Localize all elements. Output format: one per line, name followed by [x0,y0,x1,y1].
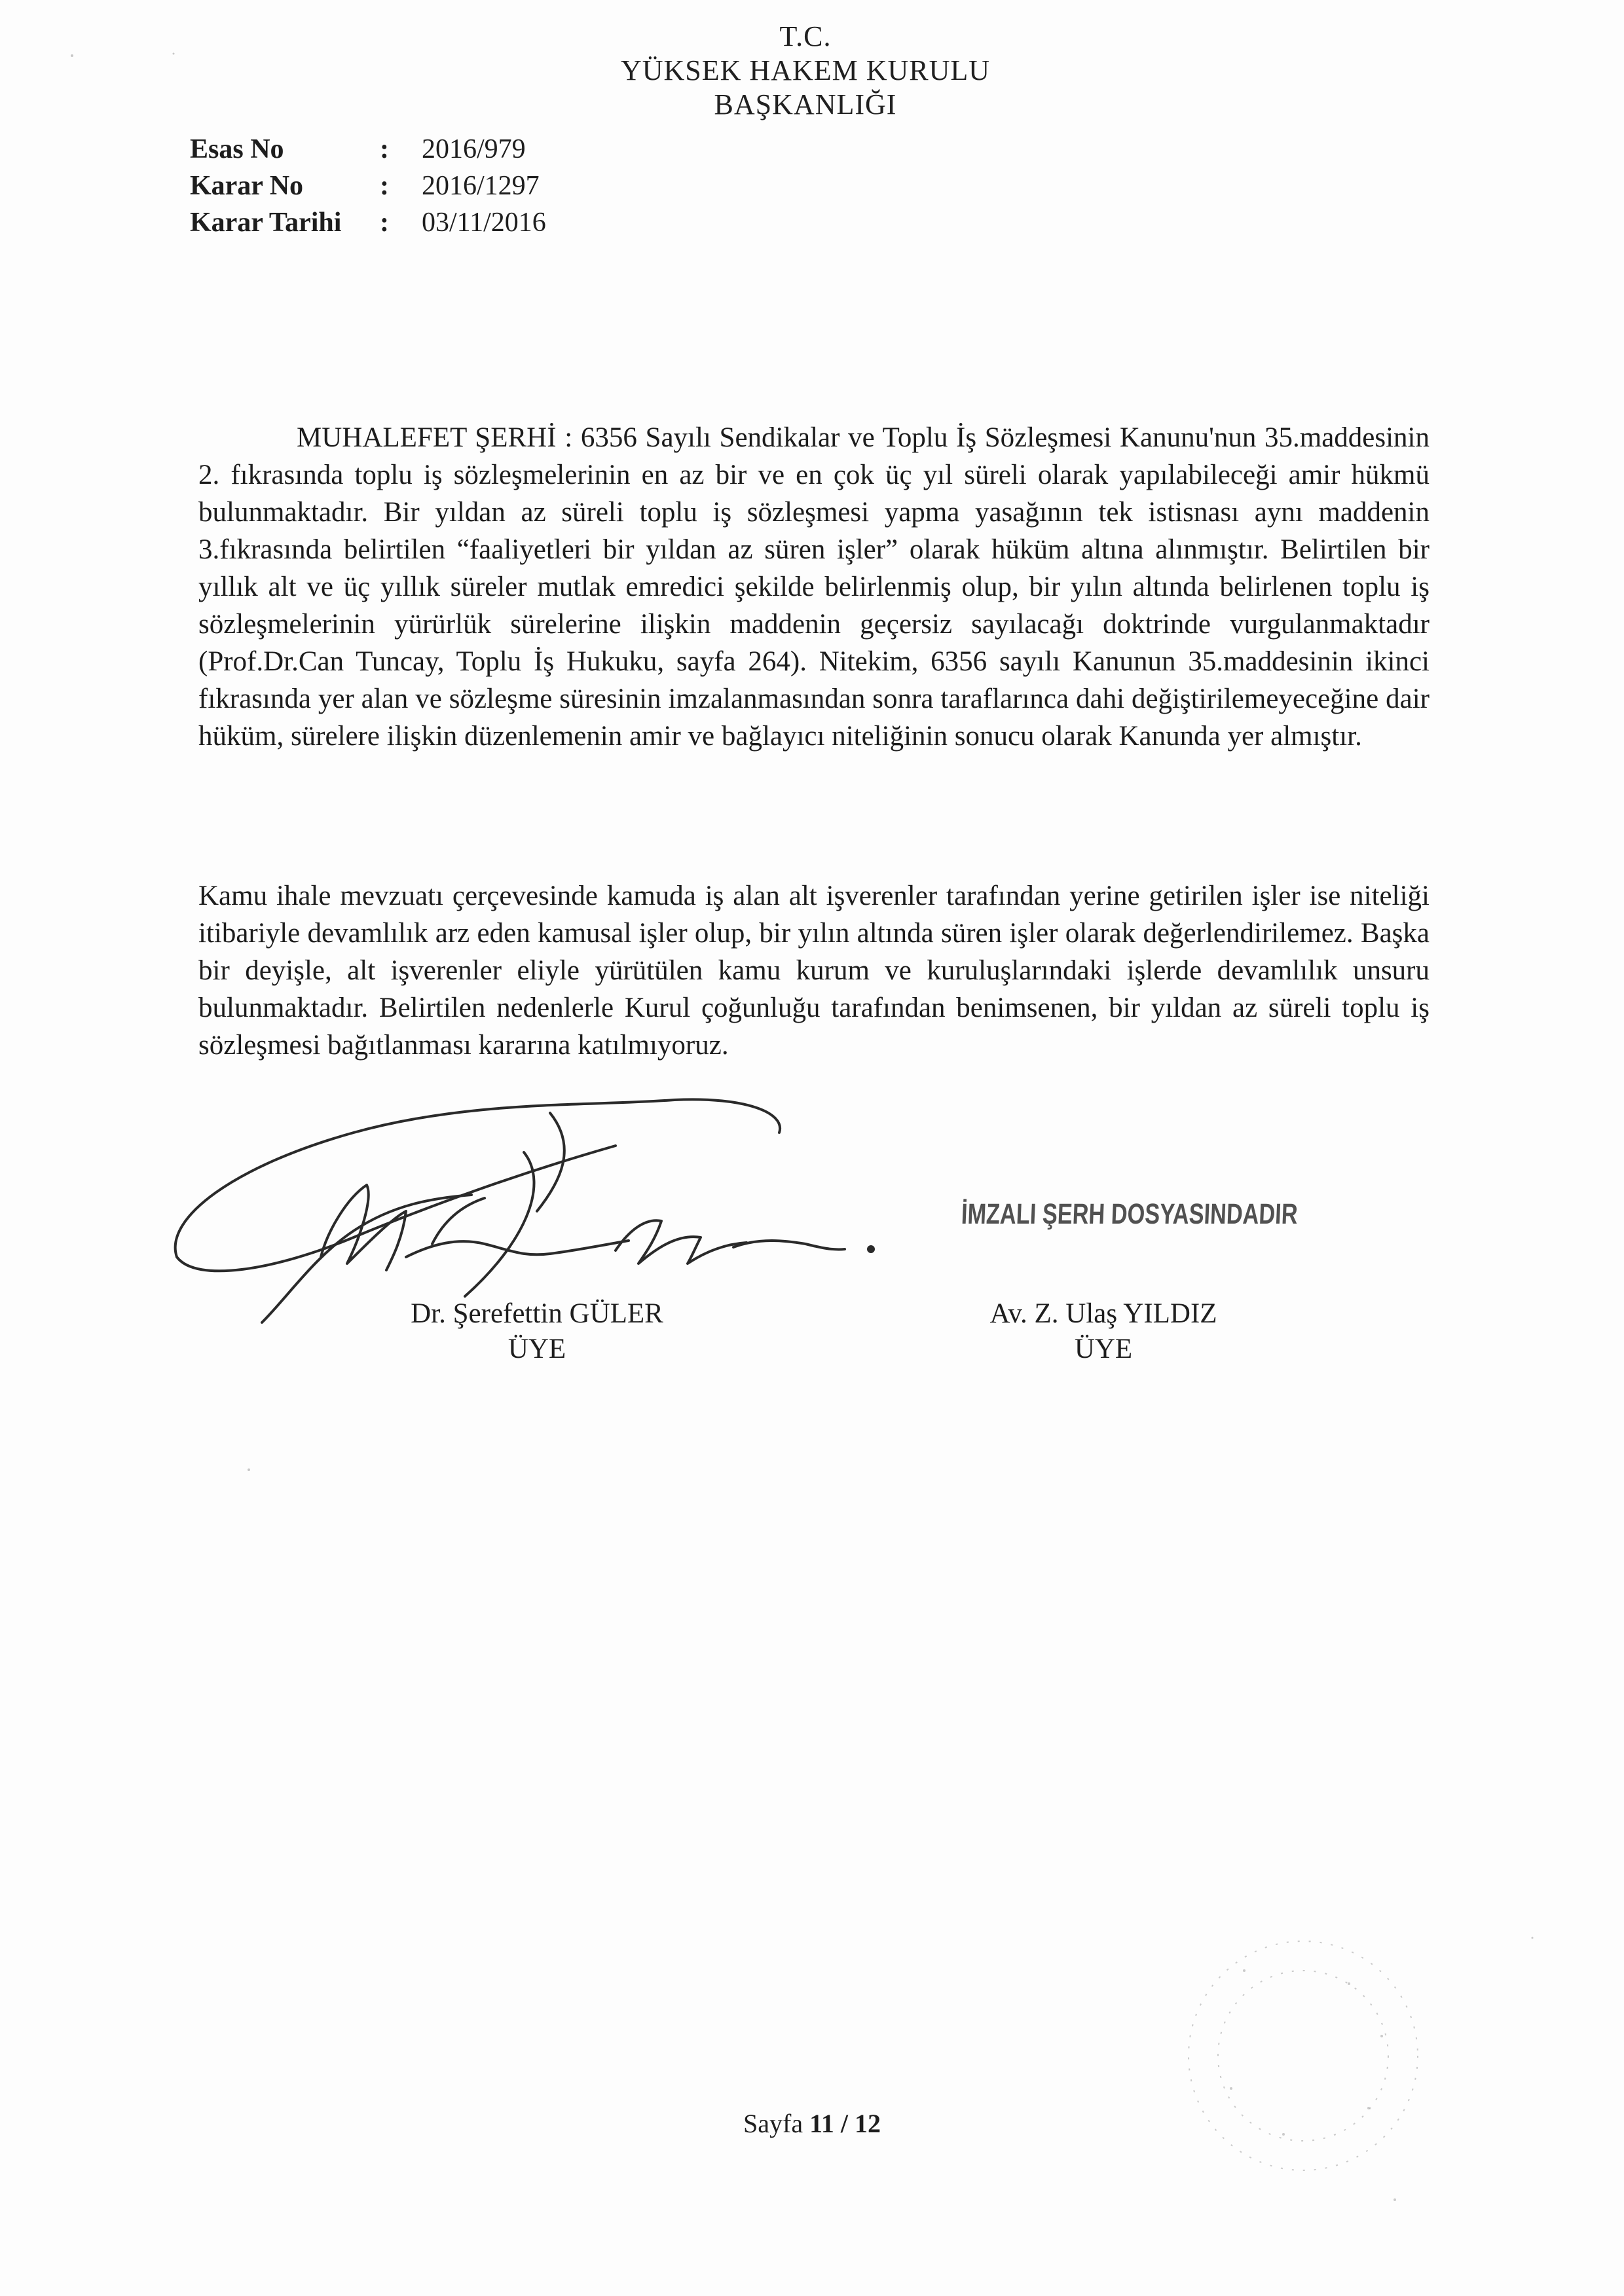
case-row-karar-tarihi [190,204,546,241]
signature-block-right [910,1296,1297,1367]
case-colon: : [380,208,389,238]
page-footer [0,2108,1624,2139]
signatory-role: ÜYE [507,1334,566,1364]
signatory-name: Av. Z. Ulaş YILDIZ [989,1298,1217,1329]
case-value: 2016/1297 [422,171,540,201]
case-row-esas-no [190,131,546,168]
case-label: Esas No [190,134,284,164]
case-label: Karar No [190,171,304,201]
paragraph-1-text: MUHALEFET ŞERHİ : 6356 Sayılı Sendikalar ve Toplu İş Sözleşmesi Kanunu'nun 35.maddesinin 2. fıkrasında toplu iş sözleşmelerinin en az bir ve en çok üç yıl süreli olarak yapılabileceği amir hükmü bulunmaktadır. Bir yıldan az süreli toplu iş sözleşmesi yapma yasağının tek istisnası aynı maddenin 3.fıkrasında belirtilen “faaliyetleri bir yıldan az süren işler” olarak hüküm altına alınmıştır. Belirtilen bir yıllık alt ve üç yıllık süreler mutlak emredici şekilde belirlenmiş olup, bir yılın altında belirlenen toplu iş sözleşmelerinin yürürlük sürelerine ilişkin maddenin geçersiz sayılacağı doktrinde vurgulanmaktadır (Prof.Dr.Can Tuncay, Toplu İş Hukuku, sayfa 264). Nitekim, 6356 sayılı Kanunun 35.maddesinin ikinci fıkrasında yer alan ve sözleşme süresinin imzalanmasından sonra taraflarınca dahi değiştirilemeyeceğine dair hüküm, sürelere ilişkin düzenlemenin amir ve bağlayıcı niteliğinin sonucu olarak Kanunda yer almıştır. [198,422,1430,752]
signatory-name: Dr. Şerefettin GÜLER [411,1298,663,1329]
case-info-block [190,131,546,241]
header-tc: T.C. [779,20,832,52]
signed-dissent-stamp: İMZALI ŞERH DOSYASINDADIR [961,1198,1299,1230]
header-presidency: BAŞKANLIĞI [714,88,897,120]
dissent-paragraph-1 [198,419,1430,755]
case-colon: : [380,134,389,164]
dissent-paragraph-2 [198,877,1430,1064]
case-colon: : [380,171,389,201]
page-total: 12 [855,2109,881,2138]
case-label: Karar Tarihi [190,208,342,238]
header-institution: YÜKSEK HAKEM KURULU [620,54,991,86]
case-row-karar-no [190,168,546,204]
page-current: 11 [809,2109,834,2138]
case-value: 2016/979 [422,134,526,164]
page-separator: / [840,2109,848,2138]
page-label: Sayfa [743,2109,803,2138]
document-header [511,20,1100,122]
paragraph-2-text: Kamu ihale mevzuatı çerçevesinde kamuda iş alan alt işverenler tarafından yerine getirilen işler ise niteliği itibariyle devamlılık arz eden kamusal işler olup, bir yılın altında süren işler olarak değerlendirilemez. Başka bir deyişle, alt işverenler eliyle yürütülen kamu kurum ve kuruluşlarındaki işlerde devamlılık unsuru bulunmaktadır. Belirtilen nedenlerle Kurul çoğunluğu tarafından benimsenen, bir yıldan az süreli toplu iş sözleşmesi bağıtlanması kararına katılmıyoruz. [198,881,1430,1061]
signature-block-left [367,1296,707,1367]
case-value: 03/11/2016 [422,208,546,238]
signatory-role: ÜYE [1074,1334,1133,1364]
